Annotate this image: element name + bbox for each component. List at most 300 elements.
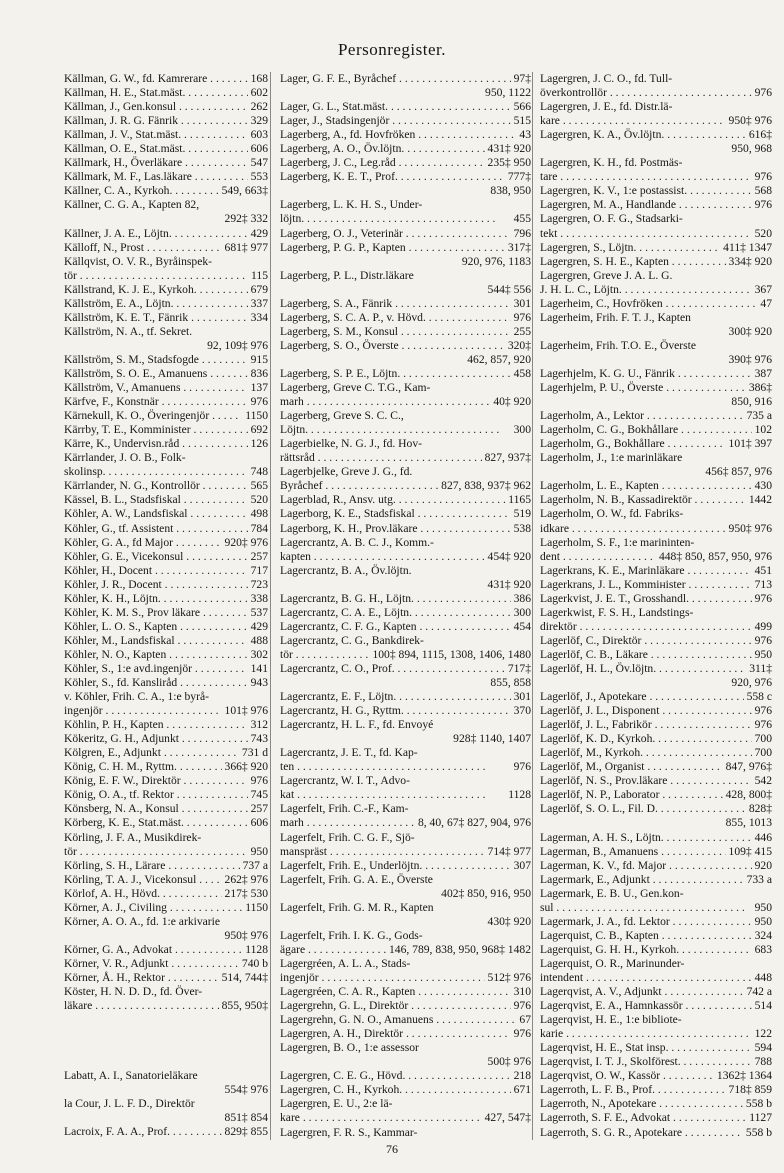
entry-pages: 102	[754, 423, 772, 437]
entry-name: Lagerberg, P. G. P., Kapten . . .	[280, 241, 505, 255]
index-entry	[64, 409, 268, 423]
entry-pages: 920‡ 976	[224, 535, 268, 549]
entry-pages: 429	[250, 226, 268, 240]
index-entry	[540, 859, 772, 873]
entry-pages: 427, 547‡	[484, 1111, 531, 1125]
entry-pages: 547	[250, 156, 268, 170]
index-entry	[64, 999, 268, 1013]
index-entry	[64, 620, 268, 634]
index-entry	[64, 873, 268, 887]
entry-pages: 257	[250, 802, 268, 816]
entry-pages: 255	[513, 324, 531, 338]
entry-pages: 302	[250, 647, 268, 661]
entry-name: Lagerlöf, H. L., Öv.löjtn. . . .	[540, 662, 746, 676]
entry-pages: 735 a	[746, 409, 772, 423]
entry-continuation: 855, 1013	[725, 816, 772, 830]
index-entry	[64, 578, 268, 592]
entry-pages: 950‡ 976	[728, 114, 772, 128]
entry-name: Källner, C. G. A., Kapten 82,	[64, 198, 200, 212]
entry-name: karie . . .	[540, 1027, 752, 1041]
entry-pages: 920	[754, 858, 772, 872]
index-entry	[280, 142, 531, 156]
entry-pages: 558 b	[745, 1097, 772, 1111]
index-entry	[280, 423, 531, 437]
entry-name: Källström, V., Amanuens . . .	[64, 381, 248, 395]
index-entry	[280, 831, 531, 845]
index-entry	[540, 493, 772, 507]
entry-name: Lagergren, J. E., fd. Distr.lä-	[540, 100, 673, 114]
entry-name: Lagerholm, C. G., Bokhållare . . .	[540, 423, 752, 437]
index-entry	[540, 283, 772, 297]
entry-pages: 717	[250, 563, 268, 577]
entry-pages: 1128	[245, 942, 268, 956]
index-entry	[540, 704, 772, 718]
entry-pages: 519	[513, 507, 531, 521]
index-entry	[280, 564, 531, 578]
entry-pages: 499	[754, 619, 772, 633]
entry-name: König, C. H. M., Ryttm. . . .	[64, 760, 222, 774]
entry-continuation: 500‡ 976	[487, 1055, 531, 1069]
index-entry	[280, 718, 531, 732]
entry-pages: 742 a	[746, 985, 772, 999]
entry-name: Lagerquist, G. H. H., Kyrkoh. . . .	[540, 943, 752, 957]
entry-name: Byråchef . . .	[280, 479, 438, 493]
section-gap	[64, 1013, 268, 1041]
index-entry	[540, 943, 772, 957]
index-entry	[280, 507, 531, 521]
entry-name: Lagerholm, G., Bokhållare . . .	[540, 437, 726, 451]
index-entry	[64, 269, 268, 283]
index-entry	[280, 297, 531, 311]
entry-pages: 976	[754, 591, 772, 605]
index-entry	[64, 676, 268, 690]
entry-name: tör . . .	[64, 845, 248, 859]
index-entry	[64, 128, 268, 142]
index-entry	[280, 1013, 531, 1027]
entry-name: Lagerlöf, N. P., Laborator . . .	[540, 788, 723, 802]
index-entry	[280, 774, 531, 788]
index-entry	[540, 1097, 772, 1111]
entry-name: Körner, A. O. A., fd. 1:e arkivarie	[64, 914, 221, 928]
entry-pages: 217‡ 530	[224, 886, 268, 900]
index-entry	[280, 1097, 531, 1111]
entry-name: Köhler, S., fd. Kansliråd . . .	[64, 676, 248, 690]
entry-pages: 976	[754, 86, 772, 100]
entry-pages: 514	[754, 999, 772, 1013]
index-entry	[64, 634, 268, 648]
entry-name: Lagerroth, S. F. E., Advokat . . .	[540, 1111, 746, 1125]
entry-name: ingenjör . . .	[280, 971, 485, 985]
entry-name: Lagergren, F. R. S., Kammar-	[280, 1125, 418, 1139]
entry-pages: 307	[513, 858, 531, 872]
index-entry	[64, 831, 268, 845]
entry-name: Köhler, L. O. S., Kapten . . .	[64, 620, 248, 634]
index-entry	[280, 479, 531, 493]
entry-name: Köhler, K. M. S., Prov läkare . . .	[64, 606, 248, 620]
entry-pages: 976	[250, 774, 268, 788]
entry-pages: 950	[754, 647, 772, 661]
entry-name: Källman, J. R. G. Fänrik . . .	[64, 114, 248, 128]
entry-pages: 446	[754, 830, 772, 844]
entry-pages: 566	[513, 100, 531, 114]
entry-name: Könsberg, N. A., Konsul . . .	[64, 802, 248, 816]
entry-name: Lagerheim, Frih. T.O. E., Överste	[540, 338, 697, 352]
entry-name: Lagerman, A. H. S., Löjtn. . . .	[540, 831, 752, 845]
entry-name: Lagerlöf, S. O. L., Fil. D. . . .	[540, 802, 746, 816]
index-entry	[280, 845, 531, 859]
entry-pages: 827, 937‡	[484, 451, 531, 465]
index-entry	[64, 592, 268, 606]
entry-name: Lagergren, C. E. G., Hövd. . . .	[280, 1069, 511, 1083]
entry-pages: 430	[754, 479, 772, 493]
entry-name: löjtn. . . .	[280, 212, 511, 226]
index-entry	[540, 128, 772, 142]
index-entry	[280, 409, 531, 423]
entry-continuation: 855, 858	[490, 676, 531, 690]
index-entry	[280, 746, 531, 760]
entry-pages: 714‡ 977	[487, 844, 531, 858]
entry-pages: 337	[250, 296, 268, 310]
index-entry	[280, 367, 531, 381]
entry-pages: 976	[513, 310, 531, 324]
entry-pages: 43	[519, 128, 531, 142]
entry-name: Lagerkrans, J. L., Kommінister . . .	[540, 578, 752, 592]
entry-pages: 616‡	[748, 128, 772, 142]
entry-name: Lagerhjelm, K. G. U., Fänrik . . .	[540, 367, 752, 381]
entry-name: läkare . . .	[64, 999, 219, 1013]
entry-continuation: 431‡ 920	[487, 577, 531, 591]
entry-pages: 976	[754, 198, 772, 212]
entry-name: Lagerlöf, M., Organist . . .	[540, 760, 723, 774]
index-entry	[280, 451, 531, 465]
index-entry	[64, 887, 268, 901]
index-entry	[540, 634, 772, 648]
entry-pages: 312	[250, 718, 268, 732]
index-entry	[64, 550, 268, 564]
entry-name: intendent . . .	[540, 971, 752, 985]
entry-name: Lagerman, B., Amanuens . . .	[540, 845, 726, 859]
entry-name: Lagergréen, C. A. R., Kapten . . .	[280, 985, 511, 999]
index-entry	[64, 283, 268, 297]
entry-pages: 262‡ 976	[224, 872, 268, 886]
entry-pages: 679	[250, 282, 268, 296]
entry-name: Lagerqvist, H. E., Stat insp. . . .	[540, 1041, 752, 1055]
entry-name: Lagercrantz, E. F., Löjtn. . . .	[280, 690, 511, 704]
entry-name: Lagerlöf, J. L., Fabrikör . . .	[540, 718, 752, 732]
entry-continuation: 300‡ 920	[728, 324, 772, 338]
index-entry	[540, 915, 772, 929]
page-number: 76	[386, 1142, 398, 1156]
index-entry	[540, 212, 772, 226]
index-entry	[64, 1139, 268, 1140]
entry-pages: 537	[250, 605, 268, 619]
index-entry	[64, 648, 268, 662]
entry-name: Källström, N. A., tf. Sekret.	[64, 324, 193, 338]
entry-name: Lagercrantz, A. B. C. J., Komm.-	[280, 535, 434, 549]
entry-pages: 300	[513, 423, 531, 437]
entry-name: Lagerqvist, H. E., 1:e bibliote-	[540, 1013, 682, 1027]
entry-pages: 300	[513, 605, 531, 619]
entry-pages: 109‡ 415	[728, 844, 772, 858]
entry-name: Lagerholm, A., Lektor . . .	[540, 409, 744, 423]
entry-name: Lagercrantz, C. G., Bankdirek-	[280, 633, 424, 647]
index-entry	[540, 620, 772, 634]
entry-name: kare . . .	[280, 1111, 482, 1125]
index-entry	[540, 536, 772, 550]
entry-pages: 692	[250, 423, 268, 437]
entry-pages: 743	[250, 732, 268, 746]
entry-pages: 386	[513, 591, 531, 605]
entry-name: Lagerborg, K. H., Prov.läkare . . .	[280, 522, 511, 536]
column-divider	[532, 72, 533, 1140]
entry-pages: 262	[250, 100, 268, 114]
entry-name: Lager, G. L., Stat.mäst. . . .	[280, 100, 511, 114]
index-entry	[540, 367, 772, 381]
entry-name: Lagergren, K. H., fd. Postmäs-	[540, 156, 683, 170]
index-entry	[64, 72, 268, 86]
entry-continuation: 92, 109‡ 976	[207, 338, 268, 352]
entry-pages: 796	[513, 226, 531, 240]
index-entry	[540, 1055, 772, 1069]
entry-pages: 317‡	[507, 240, 531, 254]
index-entry	[64, 1097, 268, 1111]
index-entry	[280, 241, 531, 255]
index-entry	[540, 1041, 772, 1055]
index-entry	[540, 929, 772, 943]
index-entry	[280, 212, 531, 226]
entry-pages: 700	[754, 732, 772, 746]
entry-name: Källner, J. A. E., Löjtn. . . .	[64, 227, 248, 241]
entry-name: direktör . . .	[540, 620, 752, 634]
entry-name: Lagerkwist, F. S. H., Landstings-	[540, 605, 694, 619]
entry-name: marh . . .	[280, 395, 490, 409]
index-entry	[540, 1013, 772, 1027]
index-entry	[540, 86, 772, 100]
index-entry	[64, 142, 268, 156]
entry-name: Källner, C. A., Kyrkoh. . . .	[64, 184, 219, 198]
entry-name: Källström, K. E. T., Fänrik . . .	[64, 311, 248, 325]
entry-name: Lagerlöf, C., Direktör . . .	[540, 634, 752, 648]
index-entry	[540, 690, 772, 704]
entry-name: Källström, S. M., Stadsfogde . . .	[64, 353, 248, 367]
index-entry	[280, 269, 531, 283]
index-entry	[540, 1111, 772, 1125]
index-entry	[280, 550, 531, 564]
entry-pages: 553	[250, 170, 268, 184]
entry-pages: 520	[754, 226, 772, 240]
index-entry	[540, 760, 772, 774]
index-entry	[64, 760, 268, 774]
entry-name: Lagergrehn, G. N. O., Amanuens . . .	[280, 1013, 516, 1027]
entry-name: överkontrollör . . .	[540, 86, 752, 100]
entry-name: Lagercrantz, B. A., Öv.löjtn.	[280, 563, 412, 577]
entry-name: skolinsp. . . .	[64, 465, 248, 479]
entry-name: Lagerberg, S. P. E., Löjtn. . . .	[280, 367, 511, 381]
entry-name: Lagerheim, Frih. F. T. J., Kapten	[540, 310, 691, 324]
entry-pages: 847, 976‡	[725, 760, 772, 774]
entry-name: Lagerbielke, N. G. J., fd. Hov-	[280, 437, 422, 451]
entry-pages: 387	[754, 366, 772, 380]
entry-name: Lagergrehn, G. L., Direktör . . .	[280, 999, 511, 1013]
index-entry	[64, 971, 268, 985]
entry-pages: 320‡	[507, 338, 531, 352]
index-entry	[540, 1069, 772, 1083]
index-entry	[64, 704, 268, 718]
index-entry	[280, 311, 531, 325]
index-entry	[64, 311, 268, 325]
entry-name: Labatt, A. I., Sanatorieläkare	[64, 1069, 198, 1083]
entry-name: Lagergren, K. A., Öv.löjtn. . . .	[540, 128, 746, 142]
entry-pages: 1128	[508, 788, 531, 802]
entry-pages: 950	[754, 900, 772, 914]
entry-continuation: 838, 950	[490, 184, 531, 198]
entry-name: Lagerholm, N. B., Kassadirektör . . .	[540, 493, 746, 507]
index-entry	[64, 297, 268, 311]
entry-name: Lagerberg, S. M., Konsul . . .	[280, 325, 511, 339]
entry-name: Lagergren, M. A., Handlande . . .	[540, 198, 752, 212]
entry-continuation: 928‡ 1140, 1407	[453, 732, 531, 746]
entry-name: Kärrlander, N. G., Kontrollör . . .	[64, 479, 248, 493]
entry-name: Körlof, A. H., Hövd. . . .	[64, 887, 222, 901]
index-entry	[64, 985, 268, 999]
entry-pages: 67	[519, 1013, 531, 1027]
section-gap	[64, 1041, 268, 1069]
entry-name: Lagerberg, Greve S. C. C.,	[280, 409, 404, 423]
index-entry	[280, 802, 531, 816]
entry-name: Lagerberg, L. K. H. S., Under-	[280, 198, 423, 212]
entry-pages: 681‡ 977	[224, 240, 268, 254]
entry-continuation: 950, 1122	[485, 86, 531, 100]
entry-pages: 168	[250, 72, 268, 85]
entry-pages: 784	[250, 521, 268, 535]
entry-pages: 950	[250, 844, 268, 858]
index-entry	[280, 999, 531, 1013]
index-entry	[540, 522, 772, 536]
index-entry	[540, 451, 772, 465]
entry-name: Lagercrantz, C. O., Prof. . . .	[280, 662, 505, 676]
index-entry	[540, 170, 772, 184]
entry-continuation: 292‡ 332	[224, 212, 268, 226]
entry-name: Lagercrantz, J. E. T., fd. Kap-	[280, 746, 418, 760]
entry-name: Körner, G. A., Advokat . . .	[64, 943, 242, 957]
entry-name: Lagerberg, P. L., Distr.läkare	[280, 268, 414, 282]
index-entry	[280, 493, 531, 507]
index-entry	[540, 1027, 772, 1041]
entry-name: Lagermark, E. B. U., Gen.kon-	[540, 886, 684, 900]
entry-name: tare . . .	[540, 170, 752, 184]
index-entry	[280, 788, 531, 802]
entry-name: Lagerqvist, O. W., Kassör . . .	[540, 1069, 714, 1083]
index-entry	[280, 522, 531, 536]
entry-name: Källström, S. O. E., Amanuens . . .	[64, 367, 248, 381]
index-entry	[64, 718, 268, 732]
entry-pages: 520	[250, 493, 268, 507]
index-entry	[540, 774, 772, 788]
entry-name: Lagercrantz, W. I. T., Advo-	[280, 774, 410, 788]
entry-name: Lagerberg, O. J., Veterinär . . .	[280, 227, 511, 241]
index-entry	[540, 999, 772, 1013]
entry-name: Lagerhjelm, P. U., Överste . . .	[540, 381, 746, 395]
index-entry	[280, 943, 531, 957]
index-entry	[540, 971, 772, 985]
entry-name: marh . . .	[280, 816, 415, 830]
entry-name: Lacroix, F. A. A., Prof. . . .	[64, 1125, 222, 1139]
entry-pages: 411‡ 1347	[723, 240, 772, 254]
entry-pages: 1165	[508, 493, 531, 507]
entry-pages: 733 a	[746, 872, 772, 886]
entry-name: la Cour, J. L. F. D., Direktör	[64, 1097, 195, 1111]
index-entry	[540, 198, 772, 212]
index-entry	[280, 1111, 531, 1125]
index-column-2	[274, 72, 531, 1140]
entry-pages: 737 a	[242, 858, 268, 872]
entry-name: sul . . .	[540, 901, 752, 915]
index-entry	[540, 255, 772, 269]
index-entry	[280, 929, 531, 943]
entry-pages: 549, 663‡	[221, 184, 268, 198]
index-entry	[280, 437, 531, 451]
index-entry	[280, 985, 531, 999]
entry-pages: 310	[513, 985, 531, 999]
entry-pages: 671	[513, 1083, 531, 1097]
entry-pages: 602	[250, 86, 268, 100]
entry-name: Lagerberg, S. C. A. P., v. Hövd. . . .	[280, 311, 511, 325]
index-entry	[280, 339, 531, 353]
entry-continuation: 920, 976, 1183	[461, 254, 531, 268]
index-entry	[280, 72, 531, 86]
entry-pages: 47	[760, 296, 772, 310]
index-entry	[64, 170, 268, 184]
entry-name: Körling, S. H., Lärare . . .	[64, 859, 240, 873]
entry-name: Lagergren, S. H. E., Kapten . . .	[540, 255, 726, 269]
entry-pages: 976	[513, 999, 531, 1013]
entry-pages: 542	[754, 774, 772, 788]
entry-name: Lagerlöf, J., Apotekare . . .	[540, 690, 744, 704]
entry-name: Lagergren, C. H., Kyrkoh. . . .	[280, 1083, 511, 1097]
index-entry	[280, 873, 531, 887]
entry-pages: 829‡ 855	[224, 1125, 268, 1139]
index-entry	[64, 184, 268, 198]
entry-name: Lagermark, J. A., fd. Lektor . . .	[540, 915, 752, 929]
entry-name: König, E. F. W., Direktör . . .	[64, 774, 248, 788]
index-entry	[540, 901, 772, 915]
entry-name: Källman, J., Gen.konsul . . .	[64, 100, 248, 114]
entry-pages	[248, 1139, 268, 1140]
entry-name: Lagerberg, A. O., Öv.löjtn. . . .	[280, 142, 485, 156]
entry-pages: 976	[754, 718, 772, 732]
index-entry	[540, 578, 772, 592]
index-entry	[64, 522, 268, 536]
entry-name: Köhler, S., 1:e avd.ingenjör . . .	[64, 662, 248, 676]
entry-name: Lagerroth, N., Apotekare . . .	[540, 1097, 743, 1111]
entry-pages: 448‡ 850, 857, 950, 976	[658, 549, 772, 563]
entry-name: Lagerkvist, J. E. T., Grosshandl. . . .	[540, 592, 752, 606]
index-entry	[280, 690, 531, 704]
entry-pages: 836	[250, 366, 268, 380]
index-entry	[540, 788, 772, 802]
entry-name: Köhler, G. A., fd Major . . .	[64, 536, 222, 550]
entry-name: Kärrlander, J. O. B., Folk-	[64, 451, 186, 465]
index-entry	[64, 395, 268, 409]
index-entry	[540, 269, 772, 283]
entry-pages: 386‡	[748, 381, 772, 395]
entry-name: Lagerfelt, Frih. I. K. G., Gods-	[280, 928, 423, 942]
entry-pages: 950	[754, 914, 772, 928]
entry-pages: 788	[754, 1055, 772, 1069]
entry-name: Lagerholm, S. F., 1:e marininten-	[540, 535, 695, 549]
entry-pages: 218	[513, 1069, 531, 1083]
index-entry	[280, 227, 531, 241]
